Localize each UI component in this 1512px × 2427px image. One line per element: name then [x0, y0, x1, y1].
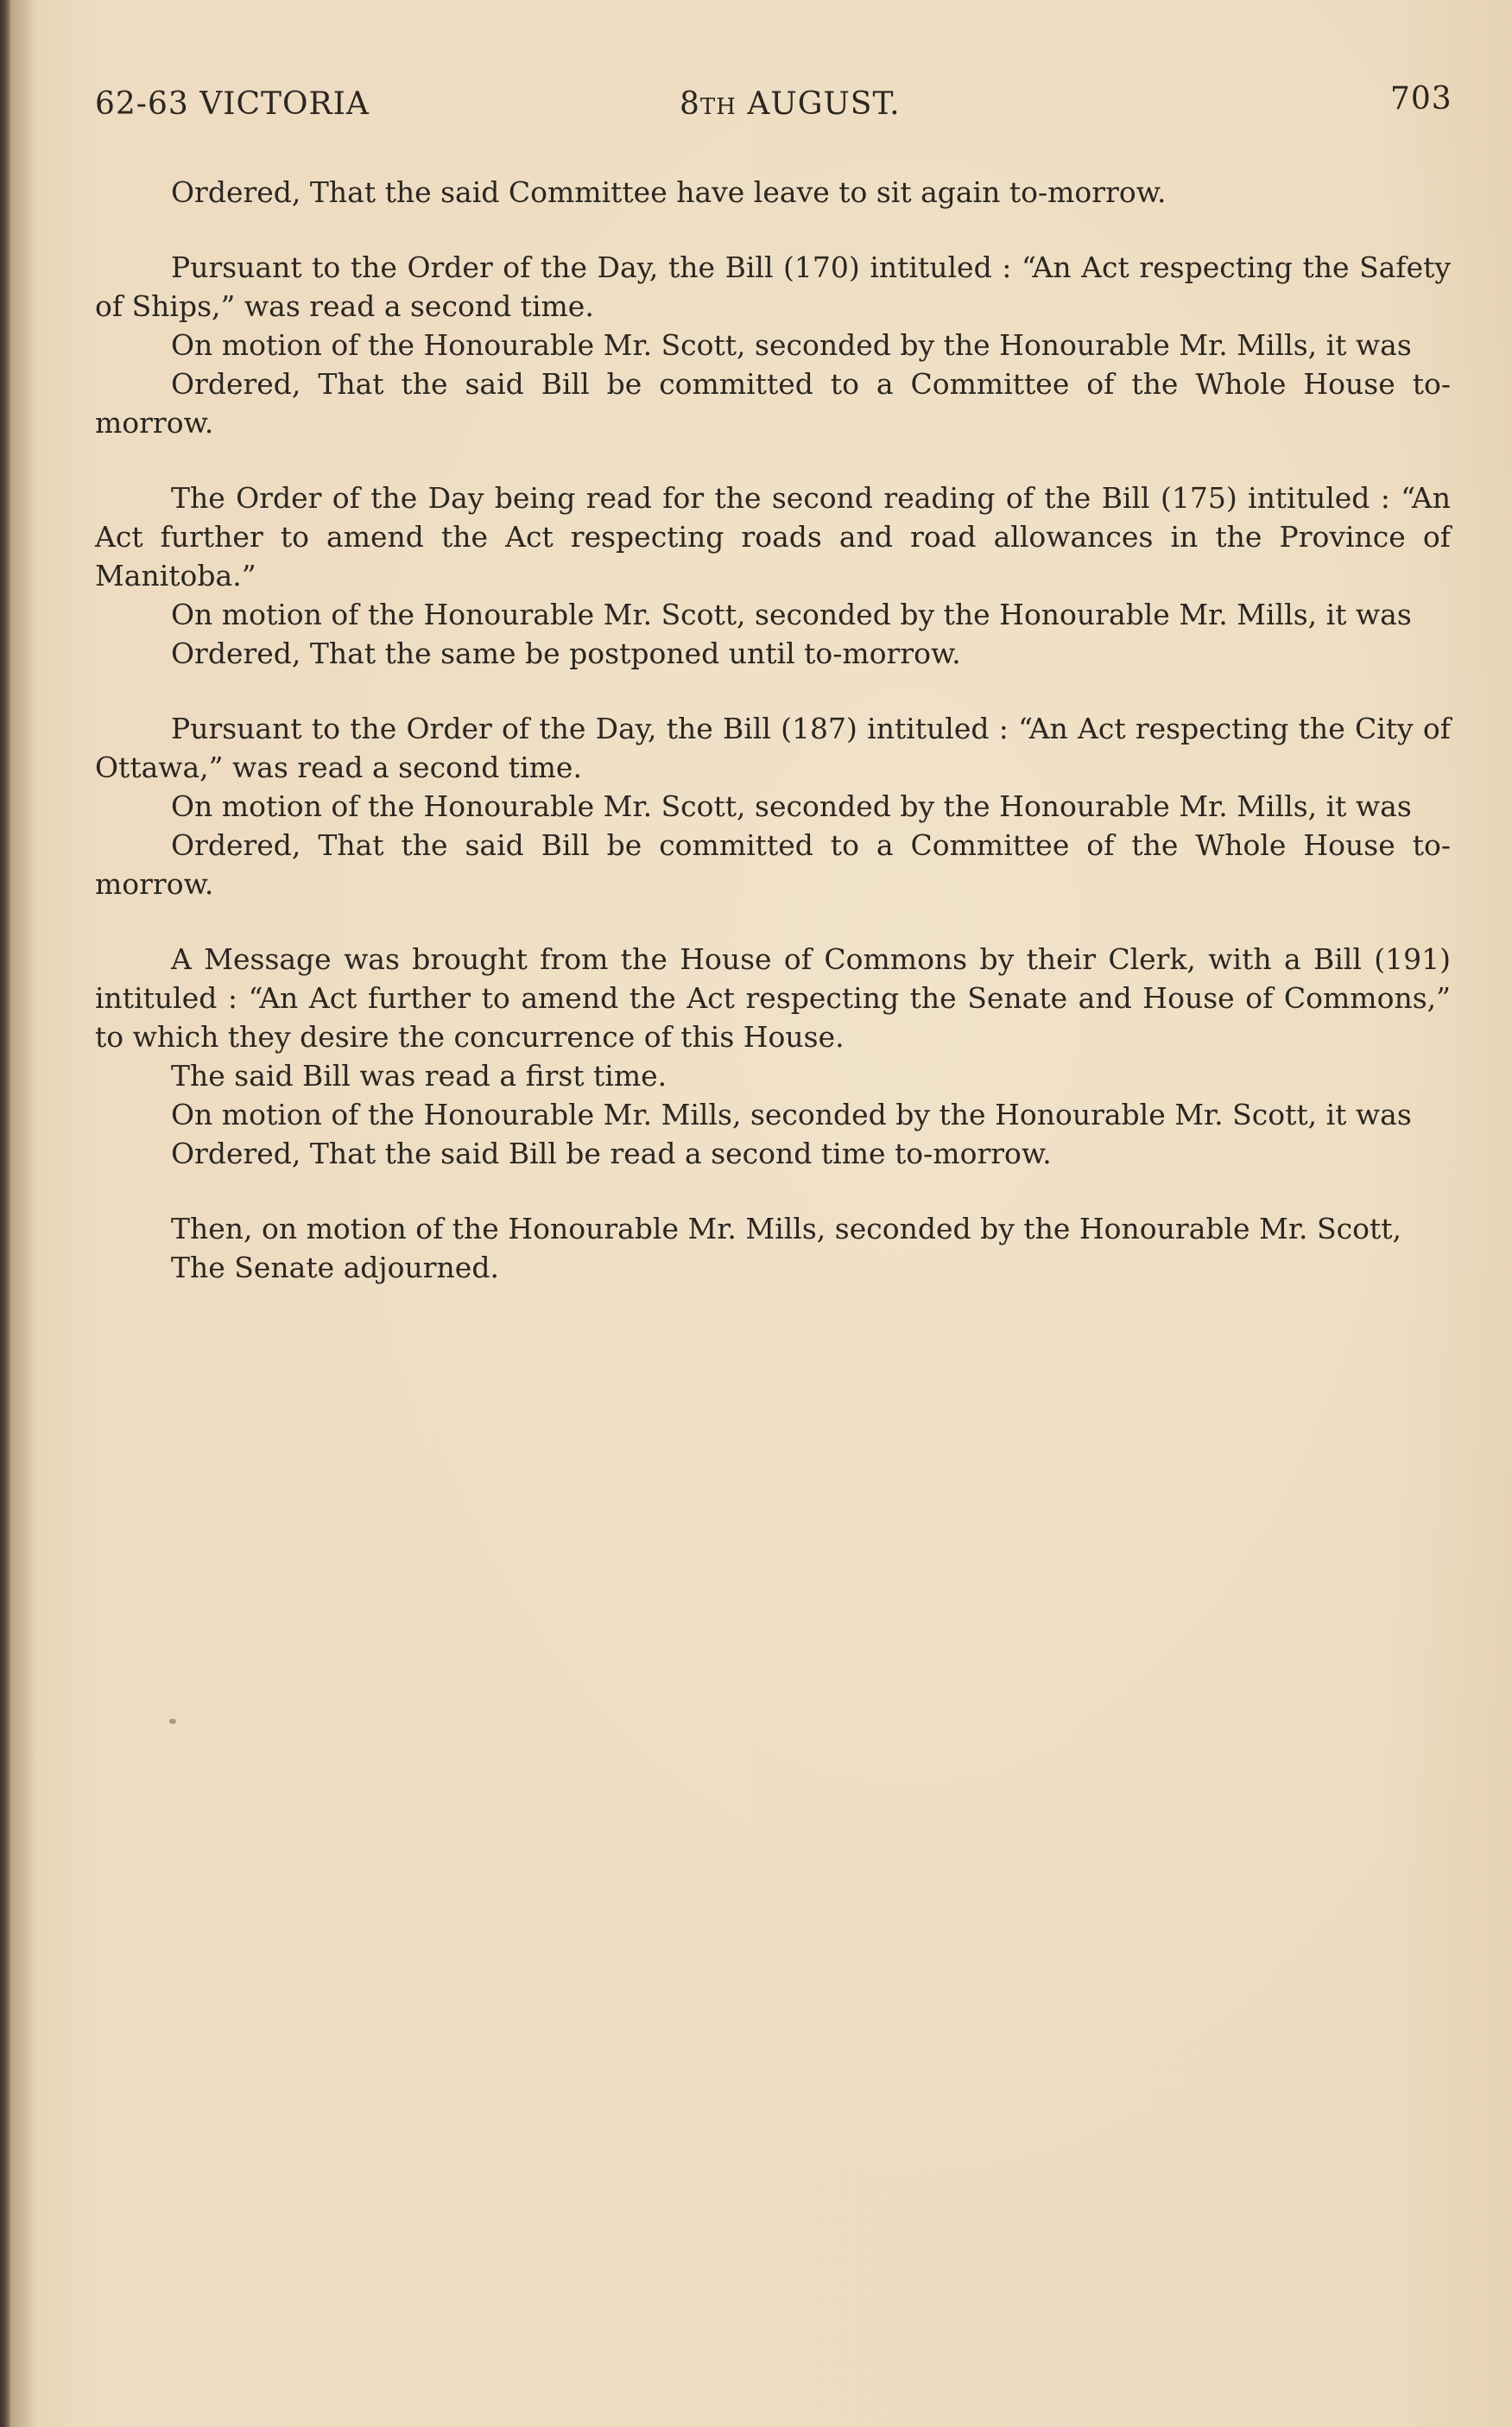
paragraph-text: The said Bill was read a first time.: [171, 1059, 667, 1093]
paragraph-text: On motion of the Honourable Mr. Mills, seconded by the Honourable Mr. Scott, it was: [171, 1098, 1412, 1131]
paragraph-text: A Message was brought from the House of Commons by their Clerk, with a Bill (191) intituled : “An Act further to amend the Act respecting the Senate and House of Commons,” to which they desire the concurrence of this House.: [95, 942, 1451, 1054]
journal-paragraph: [95, 787, 1451, 826]
journal-paragraph: [95, 940, 1451, 1056]
paragraph-text: Ordered, That the same be postponed until to-morrow.: [171, 637, 961, 670]
paragraph-text: The Senate adjourned.: [171, 1251, 499, 1284]
journal-paragraph: [95, 826, 1451, 903]
page-binding-edge: [0, 0, 12, 2427]
paragraph-text: Ordered, That the said Committee have leave to sit again to-morrow.: [171, 175, 1167, 209]
page-number: 703: [1390, 81, 1452, 117]
binding-shadow: [12, 0, 38, 2427]
paragraph-text: On motion of the Honourable Mr. Scott, seconded by the Honourable Mr. Mills, it was: [171, 598, 1412, 631]
journal-paragraph: [95, 709, 1451, 787]
paragraph-text: The Order of the Day being read for the second reading of the Bill (175) intituled : “An Act further to amend the Act respecting roads and road allowances in the Province of Manitoba.”: [95, 481, 1451, 592]
journal-paragraph: [95, 1095, 1451, 1134]
journal-entries: [95, 173, 1451, 1287]
paragraph-text: On motion of the Honourable Mr. Scott, seconded by the Honourable Mr. Mills, it was: [171, 789, 1412, 823]
journal-paragraph: [95, 1248, 1451, 1287]
journal-paragraph: [95, 364, 1451, 442]
paragraph-text: Ordered, That the said Bill be committed to a Committee of the Whole House to-morrow.: [95, 367, 1451, 440]
paper-speck: [169, 1719, 176, 1724]
journal-paragraph: [95, 1056, 1451, 1095]
paragraph-text: Ordered, That the said Bill be committed to a Committee of the Whole House to-morrow.: [95, 828, 1451, 901]
paragraph-text: On motion of the Honourable Mr. Scott, seconded by the Honourable Mr. Mills, it was: [171, 328, 1412, 362]
journal-paragraph: [95, 595, 1451, 634]
header-date: [680, 86, 901, 122]
header-date-suffix: TH: [699, 94, 737, 120]
journal-paragraph: [95, 1209, 1451, 1248]
running-header: [95, 81, 1452, 130]
paragraph-text: Ordered, That the said Bill be read a second time to-morrow.: [171, 1137, 1052, 1170]
journal-paragraph: [95, 1134, 1451, 1173]
journal-paragraph: [95, 248, 1451, 326]
paragraph-text: Pursuant to the Order of the Day, the Bill (170) intituled : “An Act respecting the Safety of Ships,” was read a second time.: [95, 250, 1451, 323]
journal-paragraph: [95, 173, 1451, 212]
header-reign: 62-63 VICTORIA: [95, 86, 370, 122]
paragraph-text: Pursuant to the Order of the Day, the Bill (187) intituled : “An Act respecting the City of Ottawa,” was read a second time.: [95, 712, 1451, 784]
header-date-ordinal: 8: [680, 86, 700, 122]
journal-paragraph: [95, 326, 1451, 364]
header-date-month: AUGUST.: [736, 86, 901, 122]
journal-paragraph: [95, 634, 1451, 673]
journal-paragraph: [95, 478, 1451, 595]
paragraph-text: Then, on motion of the Honourable Mr. Mills, seconded by the Honourable Mr. Scott,: [171, 1212, 1401, 1245]
